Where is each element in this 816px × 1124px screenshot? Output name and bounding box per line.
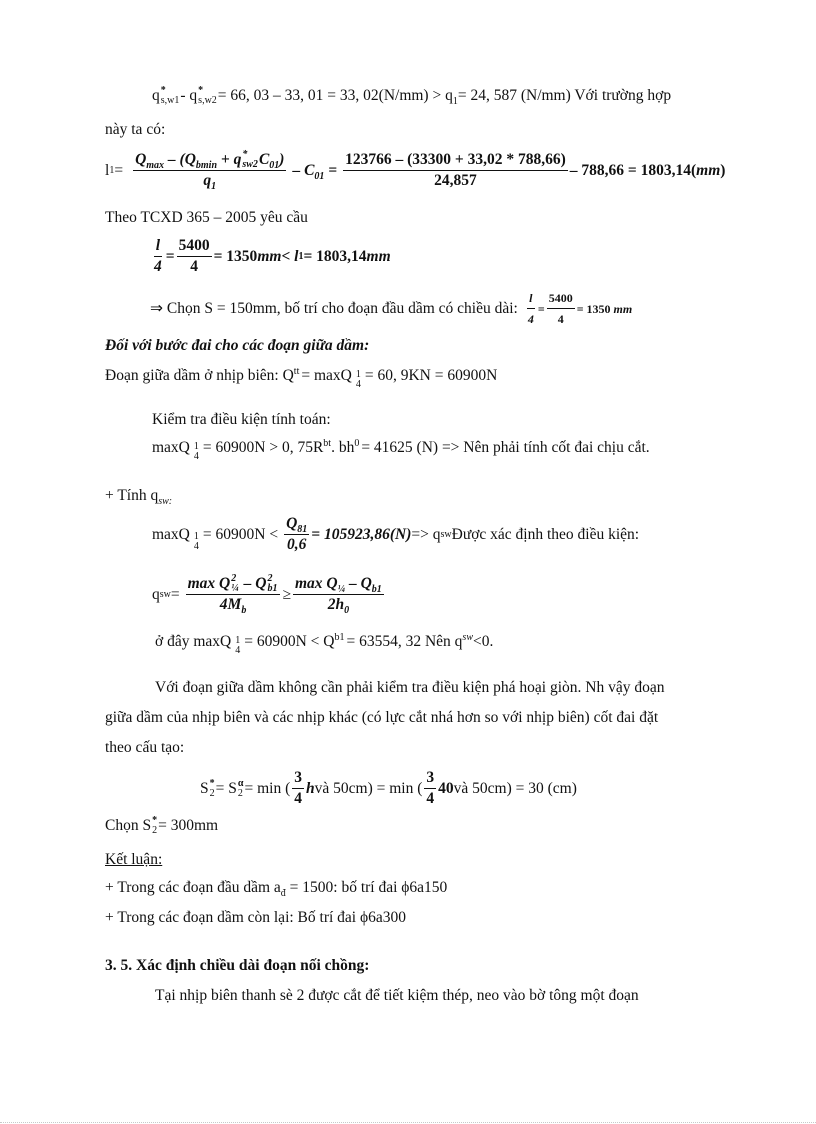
q-diff-value: = 66, 03 – 33, 01 = 33, 02(N/mm) > q: [217, 87, 453, 104]
quarter-length-check: $\frac{l}{4}$ = $\frac{5400}{4}$ = 1350 mm < l 1 = 1803,14 mm: [154, 237, 391, 275]
standard-requirement: Theo TCXD 365 – 2005 yêu cầu: [105, 209, 308, 226]
choose-s2: Chọn S * 2 = 300mm: [105, 815, 219, 836]
conclusion-bullet-1: + Trong các đoạn đầu dầm $a_đ = 1500$: bố trí đai ϕ6a150: [105, 879, 448, 900]
c01-term: – $C_{01}$ =: [292, 161, 338, 182]
l1-result: – 788,66 = 1803,14(mm): [569, 161, 726, 179]
equals-sign: =: [114, 161, 124, 179]
minus-q: - q: [180, 87, 198, 104]
case-text: này ta có:: [105, 121, 166, 138]
s2-equation: S * 2 = S α 2 = min ( $\frac{3}{4}$ h và 50cm) = min ( $\frac{3}{4}$ 40 và 50cm) = 30 (cm): [200, 769, 577, 807]
last-paragraph: Tại nhịp biên thanh sè 2 được cắt để tiết kiệm thép, neo vào bờ tông một đoạn: [155, 987, 639, 1004]
5400-over-4: $\frac{5400}{4}$: [178, 237, 210, 275]
maxq-check-2: maxQ 1 4 = 60900N < $\frac{Q_{81}}{0,6}$ = 105923,86(N) => q sw Được xác định theo điều kiện:: [152, 515, 640, 553]
qmax-symbol: Q: [135, 151, 147, 168]
paragraph-line-2: giữa dầm của nhịp biên và các nhịp khác (có lực cắt nhá hơn so với nhịp biên) cốt đai đặt: [105, 709, 659, 726]
here-maxq: ở đây maxQ 1 4 = 60900N < Q b1 = 63554, 32 Nên q sw <0.: [155, 632, 494, 656]
section-3-5-heading: 3. 5. Xác định chiều dài đoạn nối chồng:: [105, 957, 370, 974]
l1-equation: l 1 = $Q_{max} - (Q_{bmin} + q$ * sw2 $C_{01}$) $q_1$ – $C_{01}$ = $\frac{123766 - (33300 + 33,02 * 788,66)}{24,857}$ – 788,66 = 1803,14(mm): [105, 149, 726, 193]
choose-s-line: ⇒ Chọn S = 150mm, bố trí cho đoạn đầu dầm có chiều dài: $\frac{l}{4}$ = $\frac{5400}{4}$ = 1350 mm: [150, 288, 632, 329]
paragraph-line-3: theo cấu tạo:: [105, 739, 185, 756]
l1-numeric-fraction: $\frac{123766 - (33300 + 33,02 * 788,66)}{24,857}$: [345, 151, 566, 190]
l1-fraction: $Q_{max} - (Q_{bmin} + q$ * sw2 $C_{01}$) $q_1$: [135, 149, 285, 193]
check-condition: Kiểm tra điều kiện tính toán:: [152, 411, 331, 428]
ql-subscript: 1: [452, 96, 458, 108]
q-difference-line: [152, 86, 671, 106]
compute-qsw: + Tính $q_{sw:}$: [105, 487, 173, 508]
q-star-index-2: * s,w2: [198, 85, 217, 107]
q-symbol: q: [152, 87, 160, 104]
paragraph-line-1: Với đoạn giữa dầm không cần phải kiểm tra điều kiện phá hoại giòn. Nh vậy đoạn: [155, 679, 665, 696]
section-heading-middle-stirrups: Đối với bước đai cho các đoạn giữa dầm:: [105, 337, 370, 354]
l1-symbol: l: [105, 161, 110, 179]
q-compare-text: = 24, 587 (N/mm) Với trường hợp: [457, 87, 672, 104]
l-over-4: $\frac{l}{4}$: [154, 237, 162, 275]
qsw-formula: q sw = max Q 2 ¼ – Q 2 b1 $4M_b$ ≥ $\frac{\max Q_{\frac{1}{4}} - Q_{b1}}{2h_0}$: [152, 573, 382, 617]
conclusion-bullet-2: + Trong các đoạn dầm còn lại: Bố trí đai ϕ6a300: [105, 909, 407, 926]
middle-span-shear: Đoạn giữa dầm ở nhịp biên: Q tt = maxQ 1 4 = 60, 9KN = 60900N: [105, 366, 498, 390]
conclusion-heading: Kết luận:: [105, 851, 163, 868]
q-star-index-1: * s,w1: [160, 85, 180, 107]
maxq-check-1: maxQ 1 4 = 60900N > 0, 75R bt . bh 0 = 41625 (N) => Nên phải tính cốt đai chịu cắt.: [152, 438, 650, 462]
